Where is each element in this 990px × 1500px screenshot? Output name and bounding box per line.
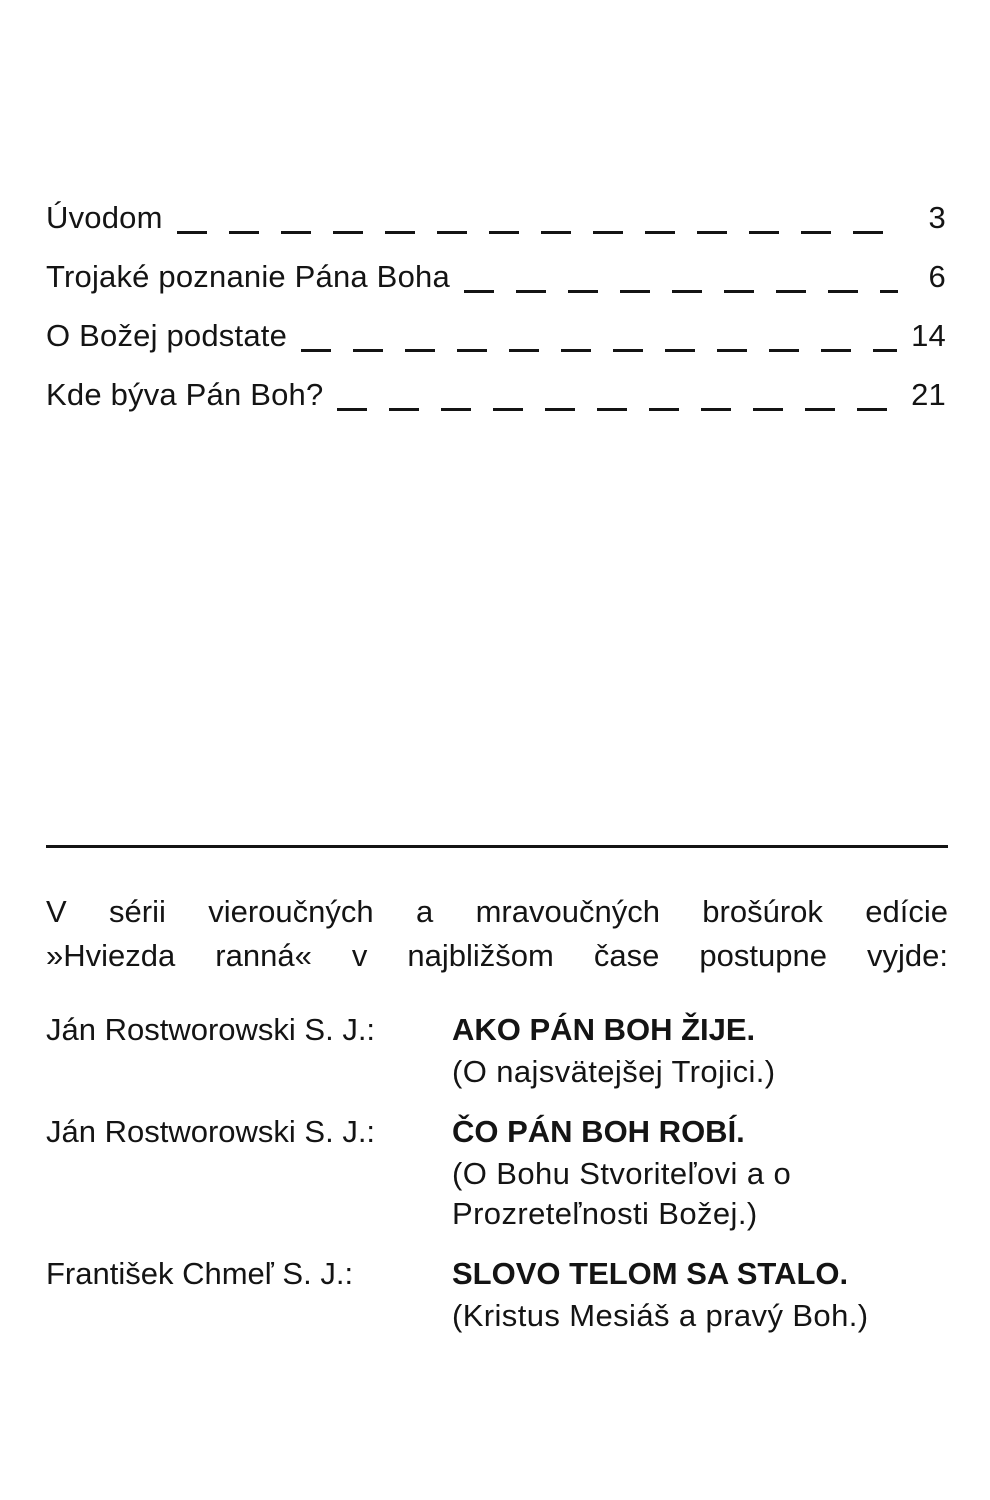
toc-entry-page: 3 [928, 200, 946, 235]
toc-entry [46, 259, 946, 318]
toc-entry-page: 14 [911, 318, 946, 353]
toc-leader-dashes [464, 290, 898, 293]
book-author: František Chmeľ S. J.: [46, 1256, 354, 1291]
book-entry [46, 1252, 950, 1336]
toc-entry-title: Úvodom [46, 200, 163, 235]
toc-entry-title: Kde býva Pán Boh? [46, 377, 324, 412]
book-author: Ján Rostworowski S. J.: [46, 1114, 376, 1149]
toc-leader-dashes [301, 349, 897, 352]
toc-leader-dashes [337, 408, 897, 411]
book-title: SLOVO TELOM SA STALO. [452, 1256, 849, 1291]
book-info [452, 1008, 950, 1092]
announcement-line: »Hviezda ranná« v najbližšom čase postupne vyjde: [46, 938, 948, 973]
book-subtitle: (Kristus Mesiáš a pravý Boh.) [452, 1298, 869, 1333]
book-subtitle: (O najsvätejšej Trojici.) [452, 1054, 776, 1089]
toc-entry [46, 318, 946, 377]
series-announcement [46, 890, 948, 978]
toc-entry-title: Trojaké poznanie Pána Boha [46, 259, 450, 294]
toc-entry-page: 6 [928, 259, 946, 294]
forthcoming-books-list [46, 1008, 950, 1354]
toc-entry [46, 200, 946, 259]
book-author: Ján Rostworowski S. J.: [46, 1012, 376, 1047]
book-info [452, 1252, 950, 1336]
toc-entry-title: O Božej podstate [46, 318, 288, 353]
toc-leader-dashes [177, 231, 898, 234]
book-subtitle: (O Bohu Stvoriteľovi a o Prozreteľnosti Božej.) [452, 1156, 792, 1231]
toc-entry [46, 377, 946, 436]
announcement-line: V sérii vieroučných a mravoučných brošúrok edície [46, 894, 948, 929]
separator-rule [46, 845, 948, 848]
toc-entry-page: 21 [911, 377, 946, 412]
book-title: AKO PÁN BOH ŽIJE. [452, 1012, 756, 1047]
book-info [452, 1110, 950, 1234]
book-title: ČO PÁN BOH ROBÍ. [452, 1114, 745, 1149]
table-of-contents [46, 200, 946, 436]
book-entry [46, 1008, 950, 1092]
book-entry [46, 1110, 950, 1234]
